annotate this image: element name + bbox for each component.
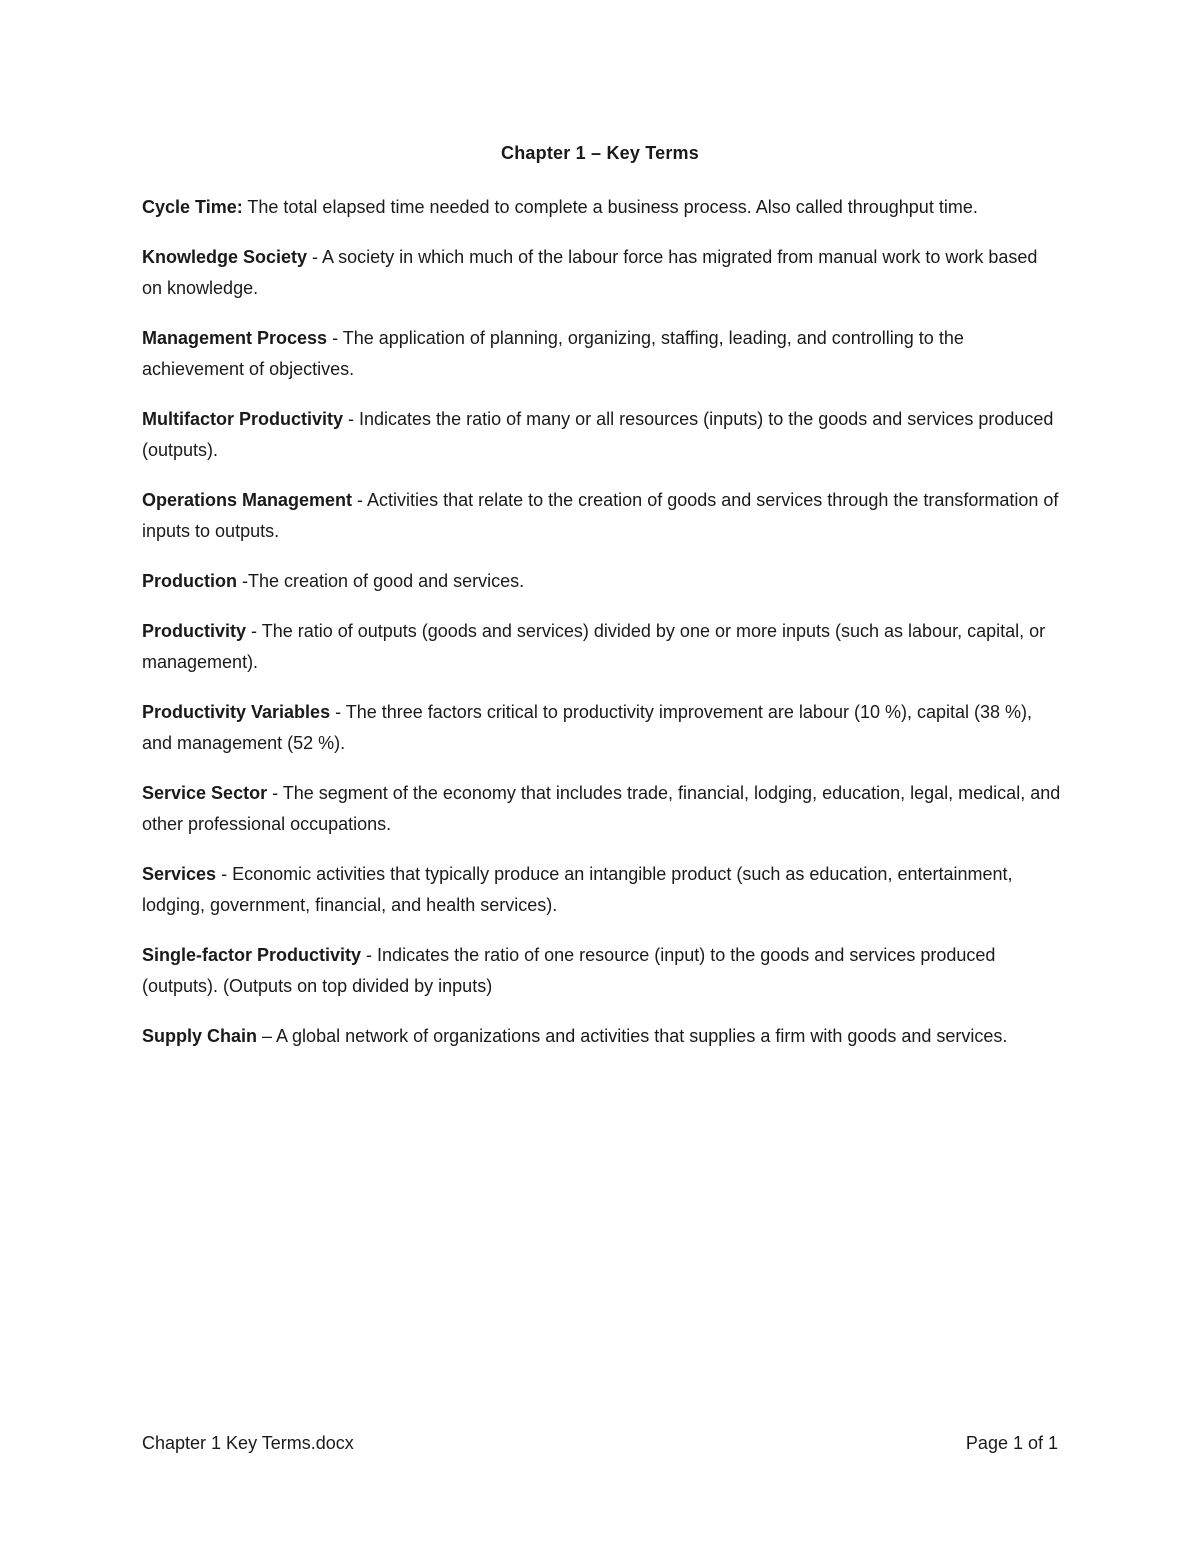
term-definition: -The creation of good and services. [237, 571, 525, 591]
list-item [142, 778, 1062, 840]
term-name: Supply Chain [142, 1026, 258, 1046]
term-name: Production [142, 571, 237, 591]
term-definition: - The three factors critical to productivity improvement are labour (10 %), capital (38 %), and management (52 %). [142, 702, 1033, 753]
page-title: Chapter 1 – Key Terms [501, 143, 699, 163]
list-item [142, 697, 1062, 759]
list-item [142, 616, 1062, 678]
term-definition: - Economic activities that typically produce an intangible product (such as education, entertainment, lodging, government, financial, and health services). [142, 864, 1013, 915]
term-definition: - The ratio of outputs (goods and services) divided by one or more inputs (such as labour, capital, or management). [142, 621, 1046, 672]
term-name: Productivity Variables [142, 702, 331, 722]
list-item [142, 404, 1062, 466]
term-name: Knowledge Society [142, 247, 308, 267]
list-item [142, 859, 1062, 921]
term-definition: - Indicates the ratio of one resource (input) to the goods and services produced (outputs). (Outputs on top divided by inputs) [142, 945, 996, 996]
footer-page-number: Page 1 of 1 [965, 1433, 1058, 1453]
term-definition: - The segment of the economy that includes trade, financial, lodging, education, legal, medical, and other professional occupations. [142, 783, 1061, 834]
term-name: Productivity [142, 621, 247, 641]
term-definition: - The application of planning, organizing, staffing, leading, and controlling to the achievement of objectives. [142, 328, 964, 379]
list-item [142, 323, 1062, 385]
key-terms-list [142, 192, 1062, 1071]
list-item [142, 242, 1062, 304]
list-item [142, 940, 1062, 1002]
term-name: Cycle Time: [142, 197, 243, 217]
list-item [142, 566, 1062, 597]
list-item [142, 1021, 1062, 1052]
term-definition: The total elapsed time needed to complete a business process. Also called throughput time. [242, 197, 978, 217]
term-definition: - Indicates the ratio of many or all resources (inputs) to the goods and services produced (outputs). [142, 409, 1054, 460]
term-name: Services [142, 864, 217, 884]
term-definition: – A global network of organizations and activities that supplies a firm with goods and services. [257, 1026, 1008, 1046]
term-name: Management Process [142, 328, 328, 348]
list-item [142, 485, 1062, 547]
term-name: Single-factor Productivity [142, 945, 362, 965]
list-item [142, 192, 1062, 223]
term-name: Operations Management [142, 490, 353, 510]
term-definition: - A society in which much of the labour force has migrated from manual work to work based on knowledge. [142, 247, 1038, 298]
footer-filename: Chapter 1 Key Terms.docx [142, 1433, 354, 1453]
term-name: Multifactor Productivity [142, 409, 344, 429]
term-name: Service Sector [142, 783, 268, 803]
term-definition: - Activities that relate to the creation of goods and services through the transformation of inputs to outputs. [142, 490, 1059, 541]
